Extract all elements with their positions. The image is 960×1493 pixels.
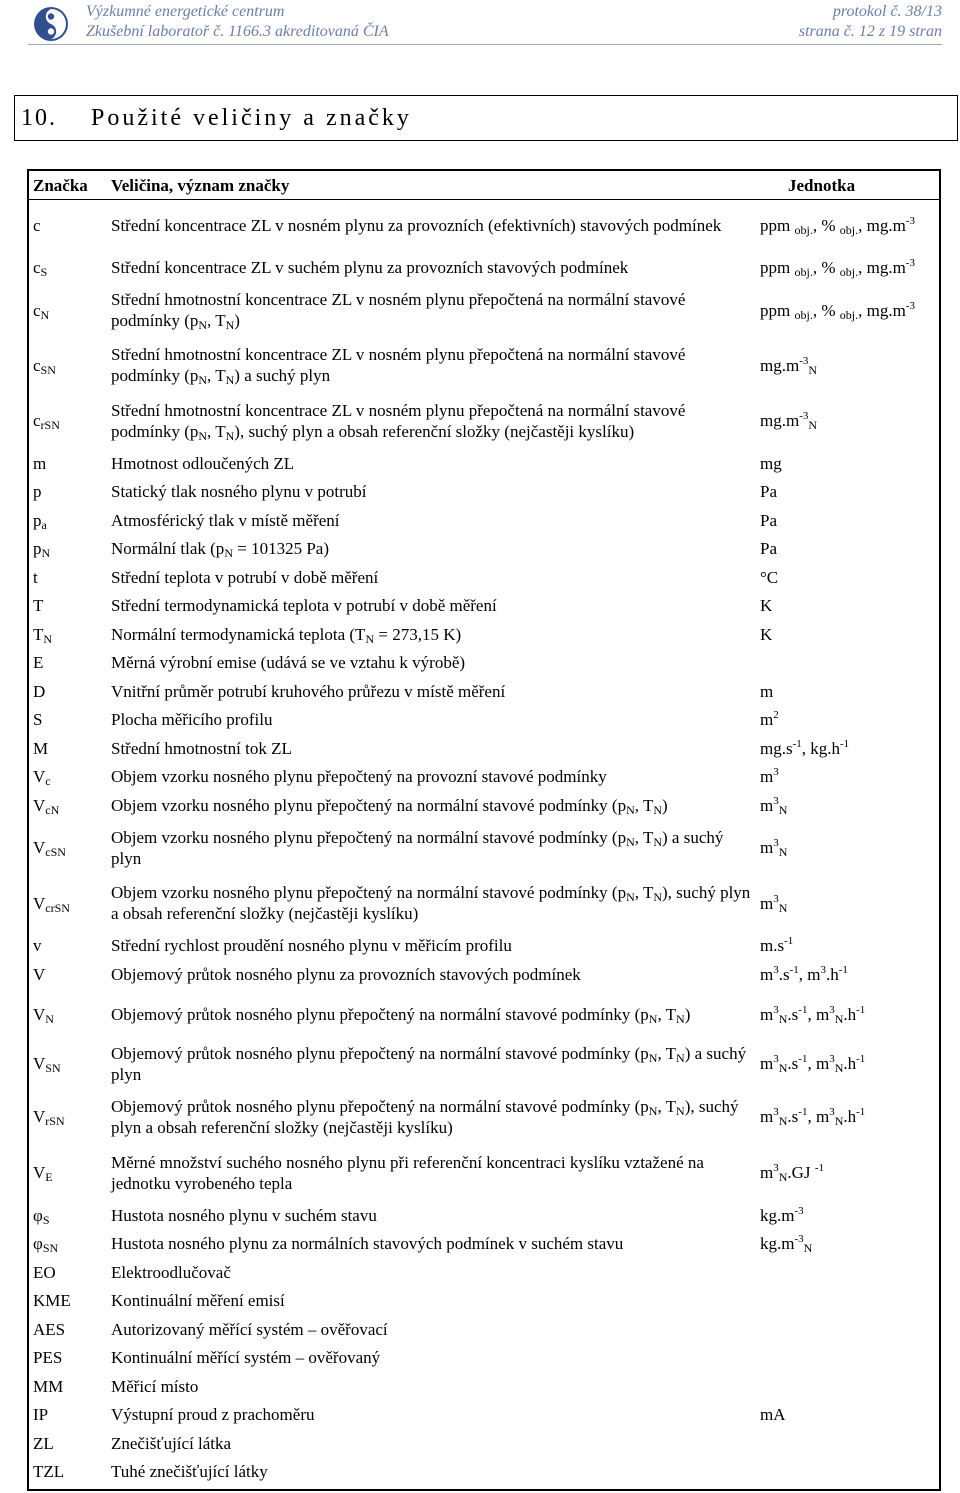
symbol-subscript: N	[43, 631, 53, 646]
symbol-text: V	[33, 1054, 46, 1073]
description-cell: Střední koncentrace ZL v nosném plynu za provozních (efektivních) stavových podmínek	[111, 216, 722, 236]
symbol-cell	[29, 706, 108, 734]
table-row	[29, 1429, 939, 1458]
symbol-subscript: crSN	[45, 900, 70, 915]
unit-cell	[760, 1315, 939, 1344]
header-unit: Jednotka	[760, 171, 939, 200]
symbols-table	[27, 169, 941, 1491]
description-cell: Měrné množství suchého nosného plynu při referenční koncentraci kyslíku vztažené na jednotku vyrobeného tepla	[111, 1152, 704, 1193]
table-row	[29, 677, 939, 706]
header-organization	[86, 2, 389, 42]
page-header	[0, 0, 960, 52]
table-row	[29, 449, 939, 478]
table-row	[29, 990, 939, 1039]
description-cell: Objem vzorku nosného plynu přepočtený na normální stavové podmínky ($p_N$, $T_N$) a suchý plyn	[111, 827, 724, 868]
header-symbol: Značka	[29, 171, 108, 200]
symbol-cell	[29, 1145, 108, 1201]
description-cell: Objemový průtok nosného plynu přepočtený na normální stavové podmínky ($p_N$, $T_N$)	[111, 1004, 691, 1026]
table-row	[29, 1089, 939, 1145]
table-header-row	[29, 171, 939, 200]
table-row	[29, 200, 939, 252]
symbol-subscript: cN	[45, 802, 60, 817]
symbol-text: V	[33, 1107, 46, 1126]
table-row	[29, 649, 939, 677]
symbol-text: p	[33, 482, 42, 501]
symbol-cell	[29, 1230, 108, 1258]
description-cell: Plocha měřicího profilu	[111, 710, 273, 729]
unit-cell: m	[760, 681, 774, 701]
unit-cell: mA	[760, 1405, 786, 1424]
symbol-text: T	[33, 596, 44, 615]
description-cell: Atmosférický tlak v místě měření	[111, 510, 340, 530]
symbol-text: v	[33, 935, 42, 955]
symbol-cell	[29, 1315, 108, 1344]
unit-cell	[760, 1429, 939, 1458]
header-org-line1: Výzkumné energetické centrum	[86, 3, 285, 20]
symbol-subscript: cSN	[45, 845, 66, 859]
symbol-subscript: SN	[42, 1241, 59, 1255]
symbol-text: φ	[33, 1234, 43, 1253]
table-row	[29, 1458, 939, 1486]
symbol-cell	[29, 960, 108, 990]
unit-cell: $m^3$	[760, 766, 779, 786]
description-cell: Vnitřní průměr potrubí kruhového průřezu v místě měření	[111, 681, 506, 701]
symbol-text: V	[33, 795, 46, 815]
table-row	[29, 283, 939, 338]
symbol-text: TZL	[33, 1462, 65, 1481]
table-row	[29, 1230, 939, 1258]
symbol-cell	[29, 252, 108, 283]
symbol-text: AES	[33, 1319, 66, 1339]
symbol-cell	[29, 1201, 108, 1230]
table-row	[29, 592, 939, 620]
symbol-cell	[29, 506, 108, 535]
table-row	[29, 820, 939, 876]
symbol-subscript: N	[41, 546, 51, 560]
description-cell: Objem vzorku nosného plynu přepočtený na provozní stavové podmínky	[111, 767, 607, 786]
symbol-cell	[29, 990, 108, 1039]
symbol-subscript: SN	[45, 1061, 61, 1075]
table-row	[29, 620, 939, 649]
symbol-subscript: c	[45, 774, 51, 788]
symbol-subscript: SN	[40, 362, 56, 377]
symbol-text: V	[33, 965, 46, 984]
table-row	[29, 734, 939, 763]
header-quantity: Veličina, význam značky	[108, 171, 760, 200]
symbol-cell	[29, 1372, 108, 1401]
symbol-cell	[29, 820, 108, 876]
symbol-text: p	[33, 510, 42, 530]
symbol-subscript: rSN	[40, 418, 60, 432]
symbol-subscript: rSN	[45, 1114, 65, 1128]
description-cell: Kontinuální měření emisí	[111, 1291, 285, 1310]
description-cell: Statický tlak nosného plynu v potrubí	[111, 482, 367, 501]
symbol-text: m	[33, 453, 47, 473]
symbol-text: V	[33, 767, 46, 786]
description-cell: Střední koncentrace ZL v suchém plynu za provozních stavových podmínek	[111, 257, 629, 277]
unit-cell: $m^2$	[760, 709, 779, 729]
table-row	[29, 876, 939, 931]
symbol-text: c	[33, 411, 41, 430]
unit-cell: ppm $_{obj.}$, % $_{obj.}$, $mg.m^{-3}$	[760, 299, 915, 322]
table-row	[29, 1039, 939, 1089]
symbol-cell	[29, 449, 108, 478]
symbol-text: M	[33, 738, 49, 758]
symbol-text: c	[33, 257, 41, 277]
symbol-text: IP	[33, 1405, 49, 1424]
symbol-subscript: S	[40, 264, 48, 279]
unit-cell	[760, 649, 939, 677]
symbol-cell	[29, 791, 108, 820]
symbol-cell	[29, 283, 108, 338]
table-row	[29, 478, 939, 506]
symbol-cell	[29, 1039, 108, 1089]
unit-cell: $kg.m^{-3}_N$	[760, 1233, 813, 1255]
symbol-cell	[29, 592, 108, 620]
symbol-cell	[29, 1344, 108, 1372]
unit-cell: Pa	[760, 510, 777, 530]
symbol-cell	[29, 1401, 108, 1429]
description-cell: Střední rychlost proudění nosného plynu v měřicím profilu	[111, 935, 512, 955]
symbol-text: KME	[33, 1291, 71, 1310]
unit-cell: $m^3_N.s^{-1}$, $m^3_N.h^{-1}$	[760, 1053, 866, 1075]
unit-cell	[760, 1344, 939, 1372]
table-row	[29, 563, 939, 592]
description-cell: Kontinuální měřící systém – ověřovaný	[111, 1348, 381, 1367]
table-row	[29, 535, 939, 563]
description-cell: Střední hmotnostní koncentrace ZL v nosném plynu přepočtená na normální stavové podmínky ($p_N$, $T_N$) a suchý plyn	[111, 345, 686, 387]
section-heading-box	[14, 95, 958, 141]
description-cell: Střední hmotnostní koncentrace ZL v nosném plynu přepočtená na normální stavové podmínky ($p_N$, $T_N$)	[111, 290, 686, 332]
description-cell: Autorizovaný měřící systém – ověřovací	[111, 1319, 388, 1339]
symbol-cell	[29, 677, 108, 706]
table-row	[29, 1145, 939, 1201]
table-row	[29, 338, 939, 393]
unit-cell: $m^3_N$	[760, 892, 788, 915]
symbol-text: EO	[33, 1262, 56, 1282]
unit-cell: Pa	[760, 539, 777, 558]
description-cell: Střední hmotnostní koncentrace ZL v nosném plynu přepočtená na normální stavové podmínky ($p_N$, $T_N$), suchý plyn a obsah referenční složky (nejčastěji kyslíku)	[111, 400, 686, 443]
description-cell: Měrná výrobní emise (udává se ve vztahu k výrobě)	[111, 653, 466, 672]
unit-cell: $kg.m^{-3}$	[760, 1204, 804, 1225]
unit-cell: ppm $_{obj.}$, % $_{obj.}$, $mg.m^{-3}$	[760, 256, 915, 279]
description-cell: Hmotnost odloučených ZL	[111, 453, 295, 473]
unit-cell: °C	[760, 567, 779, 587]
symbol-cell	[29, 1089, 108, 1145]
symbol-text: S	[33, 710, 43, 729]
symbol-cell	[29, 734, 108, 763]
description-cell: Výstupní proud z prachoměru	[111, 1405, 315, 1424]
table-row	[29, 1401, 939, 1429]
symbol-text: ZL	[33, 1433, 54, 1453]
symbol-cell	[29, 478, 108, 506]
description-cell: Objem vzorku nosného plynu přepočtený na normální stavové podmínky ($p_N$, $T_N$)	[111, 795, 668, 817]
table-row	[29, 506, 939, 535]
unit-cell: $m^3_N$	[760, 837, 788, 859]
unit-cell: $mg.s^{-1}$, $kg.h^{-1}$	[760, 737, 850, 758]
symbol-subscript: N	[40, 307, 50, 322]
description-cell: Tuhé znečišťující látky	[111, 1462, 268, 1481]
table-row	[29, 1258, 939, 1287]
symbol-cell	[29, 876, 108, 931]
symbol-text: c	[33, 216, 41, 236]
company-logo-icon	[32, 5, 70, 43]
description-cell: Hustota nosného plynu v suchém stavu	[111, 1205, 377, 1225]
description-cell: Objemový průtok nosného plynu přepočtený na normální stavové podmínky ($p_N$, $T_N$), suchý plyn a obsah referenční složky (nejčastěji kyslíku)	[111, 1096, 739, 1137]
table-row	[29, 1315, 939, 1344]
header-org-line2: Zkušební laboratoř č. 1166.3 akreditovaná ČIA	[86, 23, 389, 40]
unit-cell: $mg.m^{-3}_N$	[760, 354, 818, 377]
description-cell: Střední hmotnostní tok ZL	[111, 738, 292, 758]
unit-cell: K	[760, 596, 773, 615]
table-row	[29, 791, 939, 820]
description-cell: Normální termodynamická teplota ($T_N = 273,15$ K)	[111, 624, 462, 646]
symbol-text: c	[33, 355, 41, 375]
description-cell: Znečišťující látka	[111, 1433, 232, 1453]
unit-cell: ppm $_{obj.}$, % $_{obj.}$, $mg.m^{-3}$	[760, 215, 915, 238]
symbol-text: V	[33, 1004, 46, 1024]
unit-cell: mg	[760, 453, 782, 473]
symbol-cell	[29, 200, 108, 252]
unit-cell	[760, 1287, 939, 1315]
description-cell: Hustota nosného plynu za normálních stavových podmínek v suchém stavu	[111, 1234, 624, 1253]
description-cell: Měřicí místo	[111, 1376, 199, 1396]
symbol-cell	[29, 649, 108, 677]
table-row	[29, 1201, 939, 1230]
symbol-text: D	[33, 681, 46, 701]
symbol-cell	[29, 763, 108, 791]
symbol-cell	[29, 931, 108, 960]
symbol-text: T	[33, 624, 44, 644]
description-cell: Objem vzorku nosného plynu přepočtený na normální stavové podmínky ($p_N$, $T_N$), suchý plyn a obsah referenční složky (nejčastěji kyslíku)	[111, 883, 751, 923]
description-cell: Objemový průtok nosného plynu přepočtený na normální stavové podmínky ($p_N$, $T_N$) a suchý plyn	[111, 1043, 747, 1084]
symbol-text: V	[33, 893, 46, 913]
description-cell: Normální tlak ($p_N = 101325$ Pa)	[111, 539, 329, 560]
section-number: 10.	[21, 105, 57, 131]
symbol-cell	[29, 535, 108, 563]
header-divider	[28, 44, 942, 45]
section-title: Použité veličiny a značky	[91, 105, 412, 131]
unit-cell: $m.s^{-1}$	[760, 934, 794, 955]
symbol-subscript: E	[45, 1170, 53, 1184]
table-row	[29, 960, 939, 990]
unit-cell: $m^3_N.s^{-1}$, $m^3_N.h^{-1}$	[760, 1003, 866, 1026]
symbol-cell	[29, 393, 108, 449]
table-row	[29, 252, 939, 283]
symbol-cell	[29, 1429, 108, 1458]
unit-cell: $m^3_N$	[760, 794, 788, 817]
symbol-text: MM	[33, 1376, 64, 1396]
symbols-table-body	[29, 171, 939, 1486]
symbol-cell	[29, 1458, 108, 1486]
description-cell: Střední teplota v potrubí v době měření	[111, 567, 379, 587]
symbol-cell	[29, 620, 108, 649]
table-row	[29, 1372, 939, 1401]
table-row	[29, 1344, 939, 1372]
unit-cell	[760, 1458, 939, 1486]
table-row	[29, 706, 939, 734]
description-cell: Střední termodynamická teplota v potrubí v době měření	[111, 596, 497, 615]
unit-cell	[760, 1258, 939, 1287]
description-cell: Objemový průtok nosného plynu za provozních stavových podmínek	[111, 965, 581, 984]
symbol-text: c	[33, 300, 41, 320]
symbol-subscript: a	[41, 517, 47, 532]
symbol-cell	[29, 338, 108, 393]
symbol-text: PES	[33, 1348, 63, 1367]
description-cell: Elektroodlučovač	[111, 1262, 231, 1282]
unit-cell: $mg.m^{-3}_N$	[760, 410, 818, 432]
symbol-cell	[29, 563, 108, 592]
symbol-text: p	[33, 539, 42, 558]
symbol-text: V	[33, 1163, 46, 1182]
unit-cell: K	[760, 624, 773, 644]
symbol-text: t	[33, 567, 38, 587]
header-page-number: strana č. 12 z 19 stran	[798, 23, 942, 40]
unit-cell: $m^3.s^{-1}$, $m^3.h^{-1}$	[760, 964, 848, 984]
symbol-text: φ	[33, 1205, 43, 1225]
table-row	[29, 931, 939, 960]
symbol-text: E	[33, 653, 44, 672]
unit-cell	[760, 1372, 939, 1401]
unit-cell: Pa	[760, 482, 777, 501]
header-protocol-info	[799, 2, 942, 42]
table-row	[29, 1287, 939, 1315]
symbol-subscript: S	[42, 1212, 50, 1227]
unit-cell: $m^3_N.s^{-1}$, $m^3_N.h^{-1}$	[760, 1106, 866, 1128]
symbol-cell	[29, 1258, 108, 1287]
symbol-cell	[29, 1287, 108, 1315]
table-row	[29, 763, 939, 791]
symbol-subscript: N	[45, 1011, 54, 1026]
table-row	[29, 393, 939, 449]
header-protocol-number: protokol č. 38/13	[832, 3, 942, 20]
symbol-text: V	[33, 838, 46, 857]
unit-cell: $m^3_N.GJ$ $^{-1}$	[760, 1162, 824, 1184]
